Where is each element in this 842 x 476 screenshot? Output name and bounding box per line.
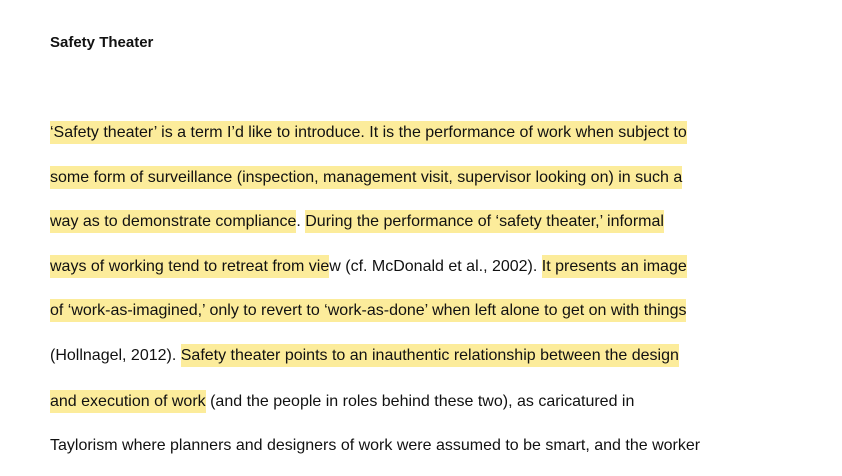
paragraph-line xyxy=(50,299,686,323)
highlighted-text: of ‘work-as-imagined,’ only to revert to ‘work-as-done’ when left alone to get on with things xyxy=(50,299,686,322)
plain-text: w (cf. McDonald et al., 2002). xyxy=(329,258,542,275)
paragraph-line xyxy=(50,255,687,279)
highlighted-text: During the performance of ‘safety theater,’ informal xyxy=(305,210,664,233)
plain-text: Taylorism where planners and designers of work were assumed to be smart, and the worker xyxy=(50,437,701,454)
highlighted-text: some form of surveillance (inspection, management visit, supervisor looking on) in such a xyxy=(50,166,682,189)
highlighted-text: Safety theater points to an inauthentic relationship between the design xyxy=(181,344,679,367)
plain-text: . xyxy=(296,213,306,230)
highlighted-text: way as to demonstrate compliance xyxy=(50,210,296,233)
highlighted-text: It presents an image xyxy=(542,255,687,278)
paragraph-line xyxy=(50,434,700,458)
highlighted-text: ‘Safety theater’ is a term I’d like to introduce. It is the performance of work when subject to xyxy=(50,121,687,144)
paragraph-line xyxy=(50,210,664,234)
document-heading: Safety Theater xyxy=(50,34,154,51)
highlighted-text: and execution of work xyxy=(50,390,206,413)
paragraph-line xyxy=(50,166,682,190)
plain-text: (and the people in roles behind these two), as caricatured in xyxy=(205,393,635,410)
plain-text: (Hollnagel, 2012). xyxy=(50,347,181,364)
paragraph-line xyxy=(50,390,634,414)
highlighted-text: ways of working tend to retreat from vie xyxy=(50,255,329,278)
paragraph-line xyxy=(50,121,687,145)
paragraph-line xyxy=(50,344,679,368)
